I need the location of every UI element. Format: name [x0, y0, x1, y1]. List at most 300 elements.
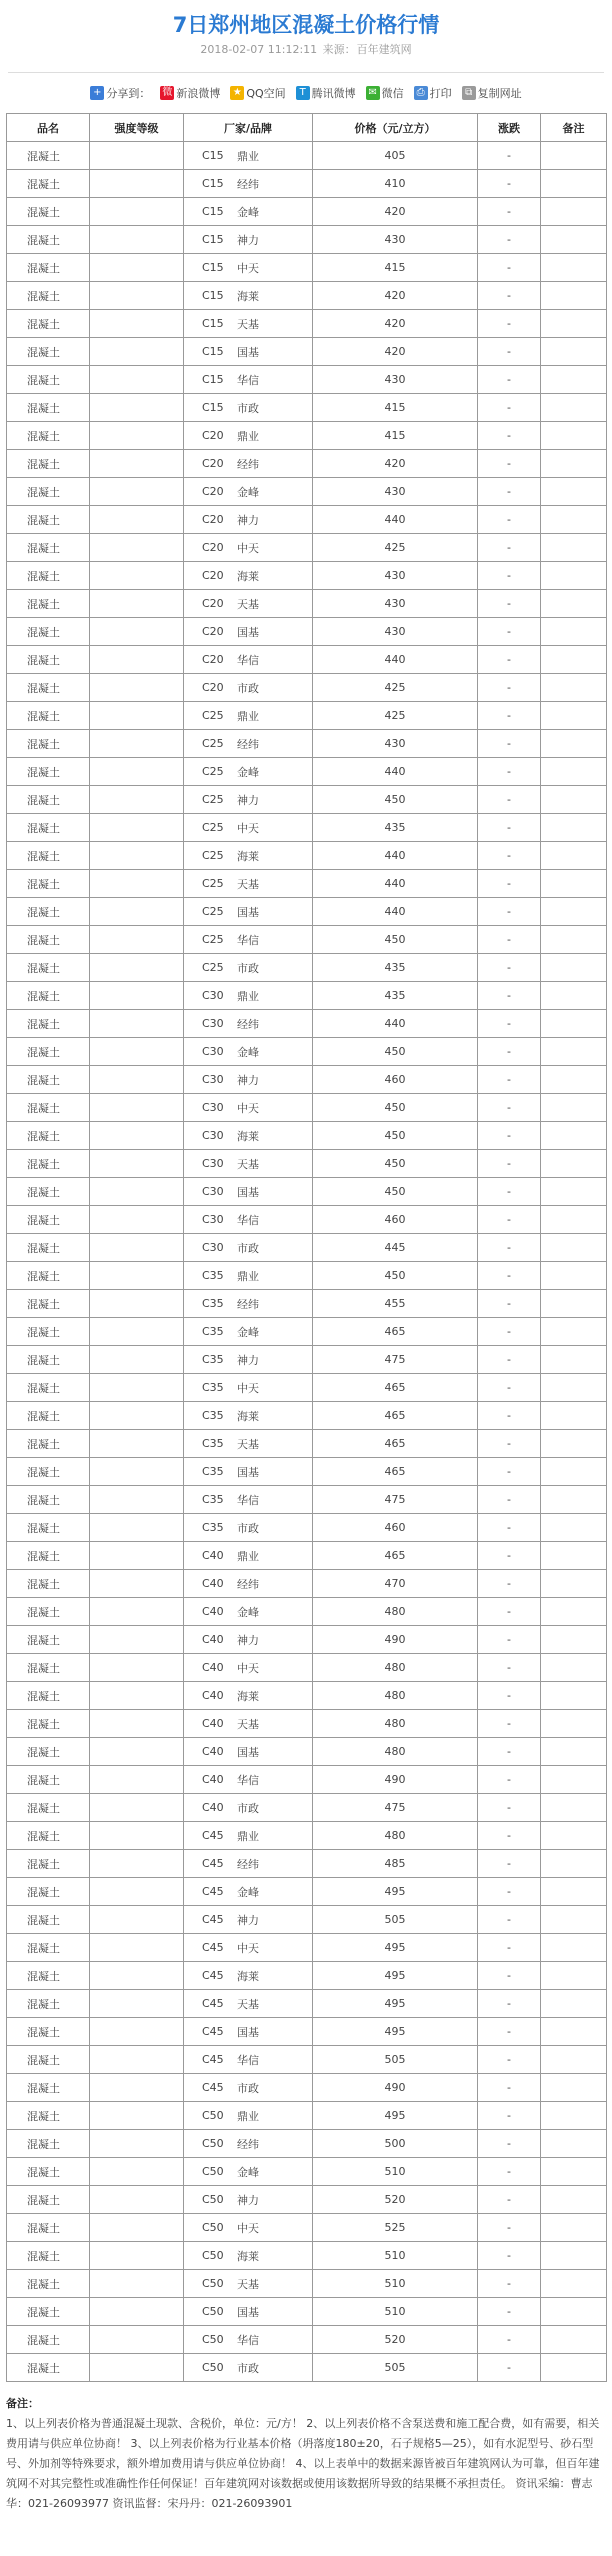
- cell-product-name: 混凝土: [7, 674, 90, 702]
- cell-manufacturer: 神力: [184, 226, 313, 254]
- cell-product-name: 混凝土: [7, 170, 90, 198]
- cell-product-name: 混凝土: [7, 394, 90, 422]
- table-row: [7, 254, 607, 282]
- cell-change: -: [478, 1878, 541, 1906]
- cell-manufacturer: 华信: [184, 926, 313, 954]
- cell-price: 415: [313, 422, 478, 450]
- cell-strength-grade: C20: [90, 562, 184, 590]
- cell-price: 430: [313, 478, 478, 506]
- cell-price: 485: [313, 1850, 478, 1878]
- cell-remark: [541, 534, 607, 562]
- cell-remark: [541, 1710, 607, 1738]
- cell-change: -: [478, 1038, 541, 1066]
- cell-remark: [541, 1178, 607, 1206]
- cell-manufacturer: 鼎业: [184, 2102, 313, 2130]
- cell-price: 425: [313, 674, 478, 702]
- cell-strength-grade: C50: [90, 2214, 184, 2242]
- cell-change: -: [478, 2074, 541, 2102]
- cell-change: -: [478, 2354, 541, 2382]
- cell-strength-grade: C20: [90, 506, 184, 534]
- cell-strength-grade: C35: [90, 1458, 184, 1486]
- cell-remark: [541, 1094, 607, 1122]
- table-row: [7, 450, 607, 478]
- cell-price: 450: [313, 1038, 478, 1066]
- header-manufacturer: 厂家/品牌: [184, 114, 313, 142]
- copy-link-icon: ⧉: [462, 86, 476, 100]
- cell-strength-grade: C35: [90, 1430, 184, 1458]
- cell-remark: [541, 1458, 607, 1486]
- cell-change: -: [478, 2018, 541, 2046]
- cell-strength-grade: C40: [90, 1766, 184, 1794]
- cell-change: -: [478, 1822, 541, 1850]
- cell-product-name: 混凝土: [7, 842, 90, 870]
- cell-price: 510: [313, 2270, 478, 2298]
- cell-product-name: 混凝土: [7, 1906, 90, 1934]
- table-row: [7, 1206, 607, 1234]
- cell-change: -: [478, 366, 541, 394]
- cell-manufacturer: 市政: [184, 954, 313, 982]
- cell-price: 480: [313, 1822, 478, 1850]
- cell-change: -: [478, 702, 541, 730]
- table-row: [7, 170, 607, 198]
- cell-remark: [541, 730, 607, 758]
- cell-change: -: [478, 506, 541, 534]
- cell-price: 435: [313, 954, 478, 982]
- cell-strength-grade: C20: [90, 646, 184, 674]
- table-row: [7, 2298, 607, 2326]
- cell-price: 510: [313, 2158, 478, 2186]
- table-row: [7, 1542, 607, 1570]
- cell-remark: [541, 1990, 607, 2018]
- cell-change: -: [478, 1206, 541, 1234]
- table-row: [7, 954, 607, 982]
- cell-manufacturer: 海莱: [184, 282, 313, 310]
- cell-remark: [541, 870, 607, 898]
- cell-manufacturer: 海莱: [184, 562, 313, 590]
- cell-manufacturer: 天基: [184, 870, 313, 898]
- table-row: [7, 338, 607, 366]
- cell-price: 445: [313, 1234, 478, 1262]
- table-row: [7, 1766, 607, 1794]
- table-row: [7, 562, 607, 590]
- cell-strength-grade: C25: [90, 758, 184, 786]
- cell-price: 520: [313, 2326, 478, 2354]
- cell-manufacturer: 华信: [184, 1486, 313, 1514]
- cell-manufacturer: 神力: [184, 2186, 313, 2214]
- cell-strength-grade: C25: [90, 926, 184, 954]
- cell-change: -: [478, 2214, 541, 2242]
- cell-price: 420: [313, 450, 478, 478]
- cell-change: -: [478, 226, 541, 254]
- cell-remark: [541, 1878, 607, 1906]
- cell-price: 440: [313, 506, 478, 534]
- cell-manufacturer: 华信: [184, 2326, 313, 2354]
- cell-strength-grade: C40: [90, 1710, 184, 1738]
- cell-remark: [541, 1850, 607, 1878]
- cell-change: -: [478, 2158, 541, 2186]
- cell-manufacturer: 国基: [184, 2298, 313, 2326]
- cell-remark: [541, 1010, 607, 1038]
- article-meta: [0, 40, 612, 60]
- cell-change: -: [478, 254, 541, 282]
- cell-product-name: 混凝土: [7, 1150, 90, 1178]
- table-row: [7, 730, 607, 758]
- cell-remark: [541, 282, 607, 310]
- cell-price: 490: [313, 2074, 478, 2102]
- wechat-icon: ✉: [366, 86, 380, 100]
- cell-manufacturer: 天基: [184, 1430, 313, 1458]
- cell-change: -: [478, 562, 541, 590]
- cell-remark: [541, 1066, 607, 1094]
- table-row: [7, 198, 607, 226]
- share-copy-link-button[interactable]: [462, 85, 522, 101]
- share-print-button[interactable]: [414, 85, 452, 101]
- cell-change: -: [478, 1486, 541, 1514]
- cell-remark: [541, 2270, 607, 2298]
- cell-price: 430: [313, 226, 478, 254]
- cell-strength-grade: C30: [90, 1178, 184, 1206]
- cell-product-name: 混凝土: [7, 2242, 90, 2270]
- cell-change: -: [478, 142, 541, 170]
- cell-product-name: 混凝土: [7, 1822, 90, 1850]
- weibo-icon: 微: [162, 87, 173, 98]
- cell-price: 435: [313, 982, 478, 1010]
- table-row: [7, 1038, 607, 1066]
- cell-remark: [541, 1682, 607, 1710]
- cell-strength-grade: C45: [90, 1962, 184, 1990]
- cell-product-name: 混凝土: [7, 1402, 90, 1430]
- cell-product-name: 混凝土: [7, 898, 90, 926]
- cell-change: -: [478, 1346, 541, 1374]
- cell-remark: [541, 394, 607, 422]
- cell-manufacturer: 经纬: [184, 730, 313, 758]
- cell-change: -: [478, 1150, 541, 1178]
- table-row: [7, 2354, 607, 2382]
- header-remark: 备注: [541, 114, 607, 142]
- cell-strength-grade: C50: [90, 2326, 184, 2354]
- cell-strength-grade: C20: [90, 450, 184, 478]
- table-row: [7, 1290, 607, 1318]
- cell-price: 475: [313, 1794, 478, 1822]
- cell-remark: [541, 1542, 607, 1570]
- cell-remark: [541, 982, 607, 1010]
- cell-manufacturer: 经纬: [184, 450, 313, 478]
- table-row: [7, 702, 607, 730]
- cell-strength-grade: C30: [90, 1206, 184, 1234]
- share-wechat-button[interactable]: [366, 85, 404, 101]
- table-row: [7, 506, 607, 534]
- cell-product-name: 混凝土: [7, 618, 90, 646]
- table-row: [7, 590, 607, 618]
- cell-product-name: 混凝土: [7, 1206, 90, 1234]
- cell-product-name: 混凝土: [7, 1094, 90, 1122]
- cell-change: -: [478, 646, 541, 674]
- cell-manufacturer: 天基: [184, 590, 313, 618]
- cell-product-name: 混凝土: [7, 506, 90, 534]
- cell-change: -: [478, 590, 541, 618]
- cell-price: 420: [313, 282, 478, 310]
- cell-remark: [541, 1318, 607, 1346]
- table-row: [7, 758, 607, 786]
- cell-price: 465: [313, 1458, 478, 1486]
- cell-product-name: 混凝土: [7, 1934, 90, 1962]
- cell-price: 415: [313, 254, 478, 282]
- cell-price: 470: [313, 1570, 478, 1598]
- cell-change: -: [478, 1514, 541, 1542]
- cell-price: 465: [313, 1318, 478, 1346]
- cell-product-name: 混凝土: [7, 954, 90, 982]
- share-icon: +: [90, 86, 104, 100]
- cell-change: -: [478, 674, 541, 702]
- cell-manufacturer: 市政: [184, 394, 313, 422]
- cell-price: 450: [313, 1178, 478, 1206]
- cell-remark: [541, 1122, 607, 1150]
- cell-remark: [541, 786, 607, 814]
- cell-price: 430: [313, 730, 478, 758]
- table-row: [7, 926, 607, 954]
- cell-remark: [541, 1766, 607, 1794]
- cell-strength-grade: C20: [90, 674, 184, 702]
- cell-price: 450: [313, 1262, 478, 1290]
- cell-product-name: 混凝土: [7, 1570, 90, 1598]
- cell-remark: [541, 1290, 607, 1318]
- cell-remark: [541, 1038, 607, 1066]
- cell-remark: [541, 1374, 607, 1402]
- cell-product-name: 混凝土: [7, 1346, 90, 1374]
- cell-change: -: [478, 198, 541, 226]
- notes-section: [6, 2394, 606, 2514]
- cell-manufacturer: 金峰: [184, 478, 313, 506]
- cell-product-name: 混凝土: [7, 450, 90, 478]
- cell-change: -: [478, 1850, 541, 1878]
- cell-manufacturer: 经纬: [184, 1570, 313, 1598]
- cell-remark: [541, 2326, 607, 2354]
- cell-change: -: [478, 1654, 541, 1682]
- cell-product-name: 混凝土: [7, 1010, 90, 1038]
- table-row: [7, 1374, 607, 1402]
- cell-product-name: 混凝土: [7, 1682, 90, 1710]
- table-row: [7, 786, 607, 814]
- table-row: [7, 1738, 607, 1766]
- article-title: 7日郑州地区混凝土价格行情: [172, 13, 440, 37]
- cell-change: -: [478, 1122, 541, 1150]
- cell-product-name: 混凝土: [7, 1234, 90, 1262]
- cell-product-name: 混凝土: [7, 1038, 90, 1066]
- cell-remark: [541, 170, 607, 198]
- cell-product-name: 混凝土: [7, 1850, 90, 1878]
- share-label: 新浪微博: [176, 87, 221, 100]
- cell-manufacturer: 鼎业: [184, 1542, 313, 1570]
- cell-strength-grade: C45: [90, 1822, 184, 1850]
- table-row: [7, 1626, 607, 1654]
- cell-strength-grade: C50: [90, 2270, 184, 2298]
- table-row: [7, 2018, 607, 2046]
- cell-strength-grade: C50: [90, 2298, 184, 2326]
- cell-product-name: 混凝土: [7, 1374, 90, 1402]
- cell-manufacturer: 经纬: [184, 2130, 313, 2158]
- share-label: 腾讯微博: [311, 87, 356, 100]
- table-row: [7, 2186, 607, 2214]
- table-row: [7, 478, 607, 506]
- cell-change: -: [478, 954, 541, 982]
- cell-remark: [541, 1962, 607, 1990]
- cell-price: 430: [313, 590, 478, 618]
- cell-change: -: [478, 1906, 541, 1934]
- cell-strength-grade: C40: [90, 1654, 184, 1682]
- cell-product-name: 混凝土: [7, 702, 90, 730]
- cell-manufacturer: 神力: [184, 1906, 313, 1934]
- cell-remark: [541, 814, 607, 842]
- cell-change: -: [478, 2130, 541, 2158]
- table-row: [7, 2242, 607, 2270]
- cell-price: 490: [313, 1626, 478, 1654]
- cell-strength-grade: C40: [90, 1570, 184, 1598]
- cell-strength-grade: C25: [90, 954, 184, 982]
- cell-remark: [541, 2046, 607, 2074]
- cell-strength-grade: C25: [90, 842, 184, 870]
- cell-price: 495: [313, 2018, 478, 2046]
- cell-manufacturer: 市政: [184, 674, 313, 702]
- cell-manufacturer: 国基: [184, 1178, 313, 1206]
- cell-price: 465: [313, 1402, 478, 1430]
- cell-product-name: 混凝土: [7, 2102, 90, 2130]
- cell-strength-grade: C40: [90, 1598, 184, 1626]
- cell-product-name: 混凝土: [7, 1542, 90, 1570]
- header-change: 涨跌: [478, 114, 541, 142]
- table-row: [7, 366, 607, 394]
- cell-strength-grade: C20: [90, 534, 184, 562]
- cell-price: 465: [313, 1430, 478, 1458]
- cell-product-name: 混凝土: [7, 338, 90, 366]
- cell-remark: [541, 2018, 607, 2046]
- cell-manufacturer: 国基: [184, 618, 313, 646]
- cell-price: 505: [313, 1906, 478, 1934]
- table-row: [7, 226, 607, 254]
- table-row: [7, 1178, 607, 1206]
- cell-remark: [541, 2102, 607, 2130]
- cell-change: -: [478, 618, 541, 646]
- cell-product-name: 混凝土: [7, 2130, 90, 2158]
- source-label: 来源：: [322, 43, 356, 56]
- cell-product-name: 混凝土: [7, 366, 90, 394]
- cell-strength-grade: C20: [90, 478, 184, 506]
- cell-manufacturer: 华信: [184, 1766, 313, 1794]
- cell-strength-grade: C30: [90, 1066, 184, 1094]
- cell-strength-grade: C25: [90, 814, 184, 842]
- cell-change: -: [478, 1990, 541, 2018]
- table-row: [7, 2074, 607, 2102]
- cell-strength-grade: C45: [90, 1934, 184, 1962]
- table-row: [7, 2046, 607, 2074]
- cell-strength-grade: C15: [90, 142, 184, 170]
- cell-change: -: [478, 1290, 541, 1318]
- cell-remark: [541, 1626, 607, 1654]
- cell-price: 450: [313, 926, 478, 954]
- cell-manufacturer: 鼎业: [184, 142, 313, 170]
- cell-manufacturer: 国基: [184, 898, 313, 926]
- cell-price: 495: [313, 1962, 478, 1990]
- cell-remark: [541, 366, 607, 394]
- cell-strength-grade: C15: [90, 366, 184, 394]
- cell-remark: [541, 506, 607, 534]
- cell-change: -: [478, 1010, 541, 1038]
- cell-strength-grade: C25: [90, 786, 184, 814]
- cell-change: -: [478, 1934, 541, 1962]
- notes-text: 1、以上列表价格为普通混凝土现款、含税价，单位：元/方！ 2、以上列表价格不含泵送费和施工配合费，如有需要，相关费用请与供应单位协商！ 3、以上列表价格为行业基本价格（坍落度180±20，石子规格5—25），如有水泥型号、砂石型号、外加剂等特殊要求，额外增加费用请与供应单位协商！ 4、以上表单中的数据来源皆被百年建筑网认为可靠，但百年建筑网不对其完整性或准确性作任何保证！百年建筑网对该数据或使用该数据所导致的结果概不承担责任。 资讯采编：曹志华：021-26093977 资讯监督：宋丹丹：021-26093901: [6, 2417, 600, 2510]
- cell-strength-grade: C35: [90, 1374, 184, 1402]
- table-row: [7, 1850, 607, 1878]
- cell-strength-grade: C15: [90, 226, 184, 254]
- cell-product-name: 混凝土: [7, 2270, 90, 2298]
- cell-price: 480: [313, 1738, 478, 1766]
- cell-strength-grade: C45: [90, 1878, 184, 1906]
- cell-change: -: [478, 2242, 541, 2270]
- cell-remark: [541, 842, 607, 870]
- cell-change: -: [478, 1962, 541, 1990]
- table-header-row: [7, 114, 607, 142]
- cell-change: -: [478, 2186, 541, 2214]
- cell-manufacturer: 金峰: [184, 1318, 313, 1346]
- cell-change: -: [478, 814, 541, 842]
- cell-price: 505: [313, 2046, 478, 2074]
- cell-manufacturer: 市政: [184, 2074, 313, 2102]
- table-row: [7, 2102, 607, 2130]
- cell-remark: [541, 1822, 607, 1850]
- cell-strength-grade: C35: [90, 1402, 184, 1430]
- cell-price: 495: [313, 1990, 478, 2018]
- table-row: [7, 1150, 607, 1178]
- cell-remark: [541, 1234, 607, 1262]
- share-qzone-button[interactable]: [230, 85, 285, 101]
- share-lead-label: 分享到：: [106, 87, 151, 100]
- qzone-icon: ★: [230, 86, 244, 100]
- cell-remark: [541, 338, 607, 366]
- cell-manufacturer: 鼎业: [184, 702, 313, 730]
- cell-remark: [541, 1402, 607, 1430]
- cell-manufacturer: 中天: [184, 1374, 313, 1402]
- cell-manufacturer: 天基: [184, 1150, 313, 1178]
- cell-manufacturer: 国基: [184, 1458, 313, 1486]
- cell-strength-grade: C40: [90, 1794, 184, 1822]
- cell-strength-grade: C15: [90, 282, 184, 310]
- share-weibo-button[interactable]: [160, 85, 220, 101]
- cell-product-name: 混凝土: [7, 2074, 90, 2102]
- table-row: [7, 1318, 607, 1346]
- table-row: [7, 1430, 607, 1458]
- table-row: [7, 1934, 607, 1962]
- cell-manufacturer: 海莱: [184, 2242, 313, 2270]
- cell-price: 435: [313, 814, 478, 842]
- cell-price: 425: [313, 534, 478, 562]
- cell-price: 410: [313, 170, 478, 198]
- cell-product-name: 混凝土: [7, 1738, 90, 1766]
- cell-remark: [541, 142, 607, 170]
- cell-strength-grade: C15: [90, 310, 184, 338]
- cell-strength-grade: C40: [90, 1626, 184, 1654]
- cell-product-name: 混凝土: [7, 2298, 90, 2326]
- cell-strength-grade: C45: [90, 1850, 184, 1878]
- cell-remark: [541, 562, 607, 590]
- cell-change: -: [478, 1738, 541, 1766]
- cell-change: -: [478, 1402, 541, 1430]
- cell-strength-grade: C40: [90, 1682, 184, 1710]
- cell-strength-grade: C30: [90, 982, 184, 1010]
- cell-change: -: [478, 2270, 541, 2298]
- cell-manufacturer: 中天: [184, 534, 313, 562]
- cell-product-name: 混凝土: [7, 1766, 90, 1794]
- table-row: [7, 898, 607, 926]
- share-tencent-weibo-button[interactable]: [296, 85, 356, 101]
